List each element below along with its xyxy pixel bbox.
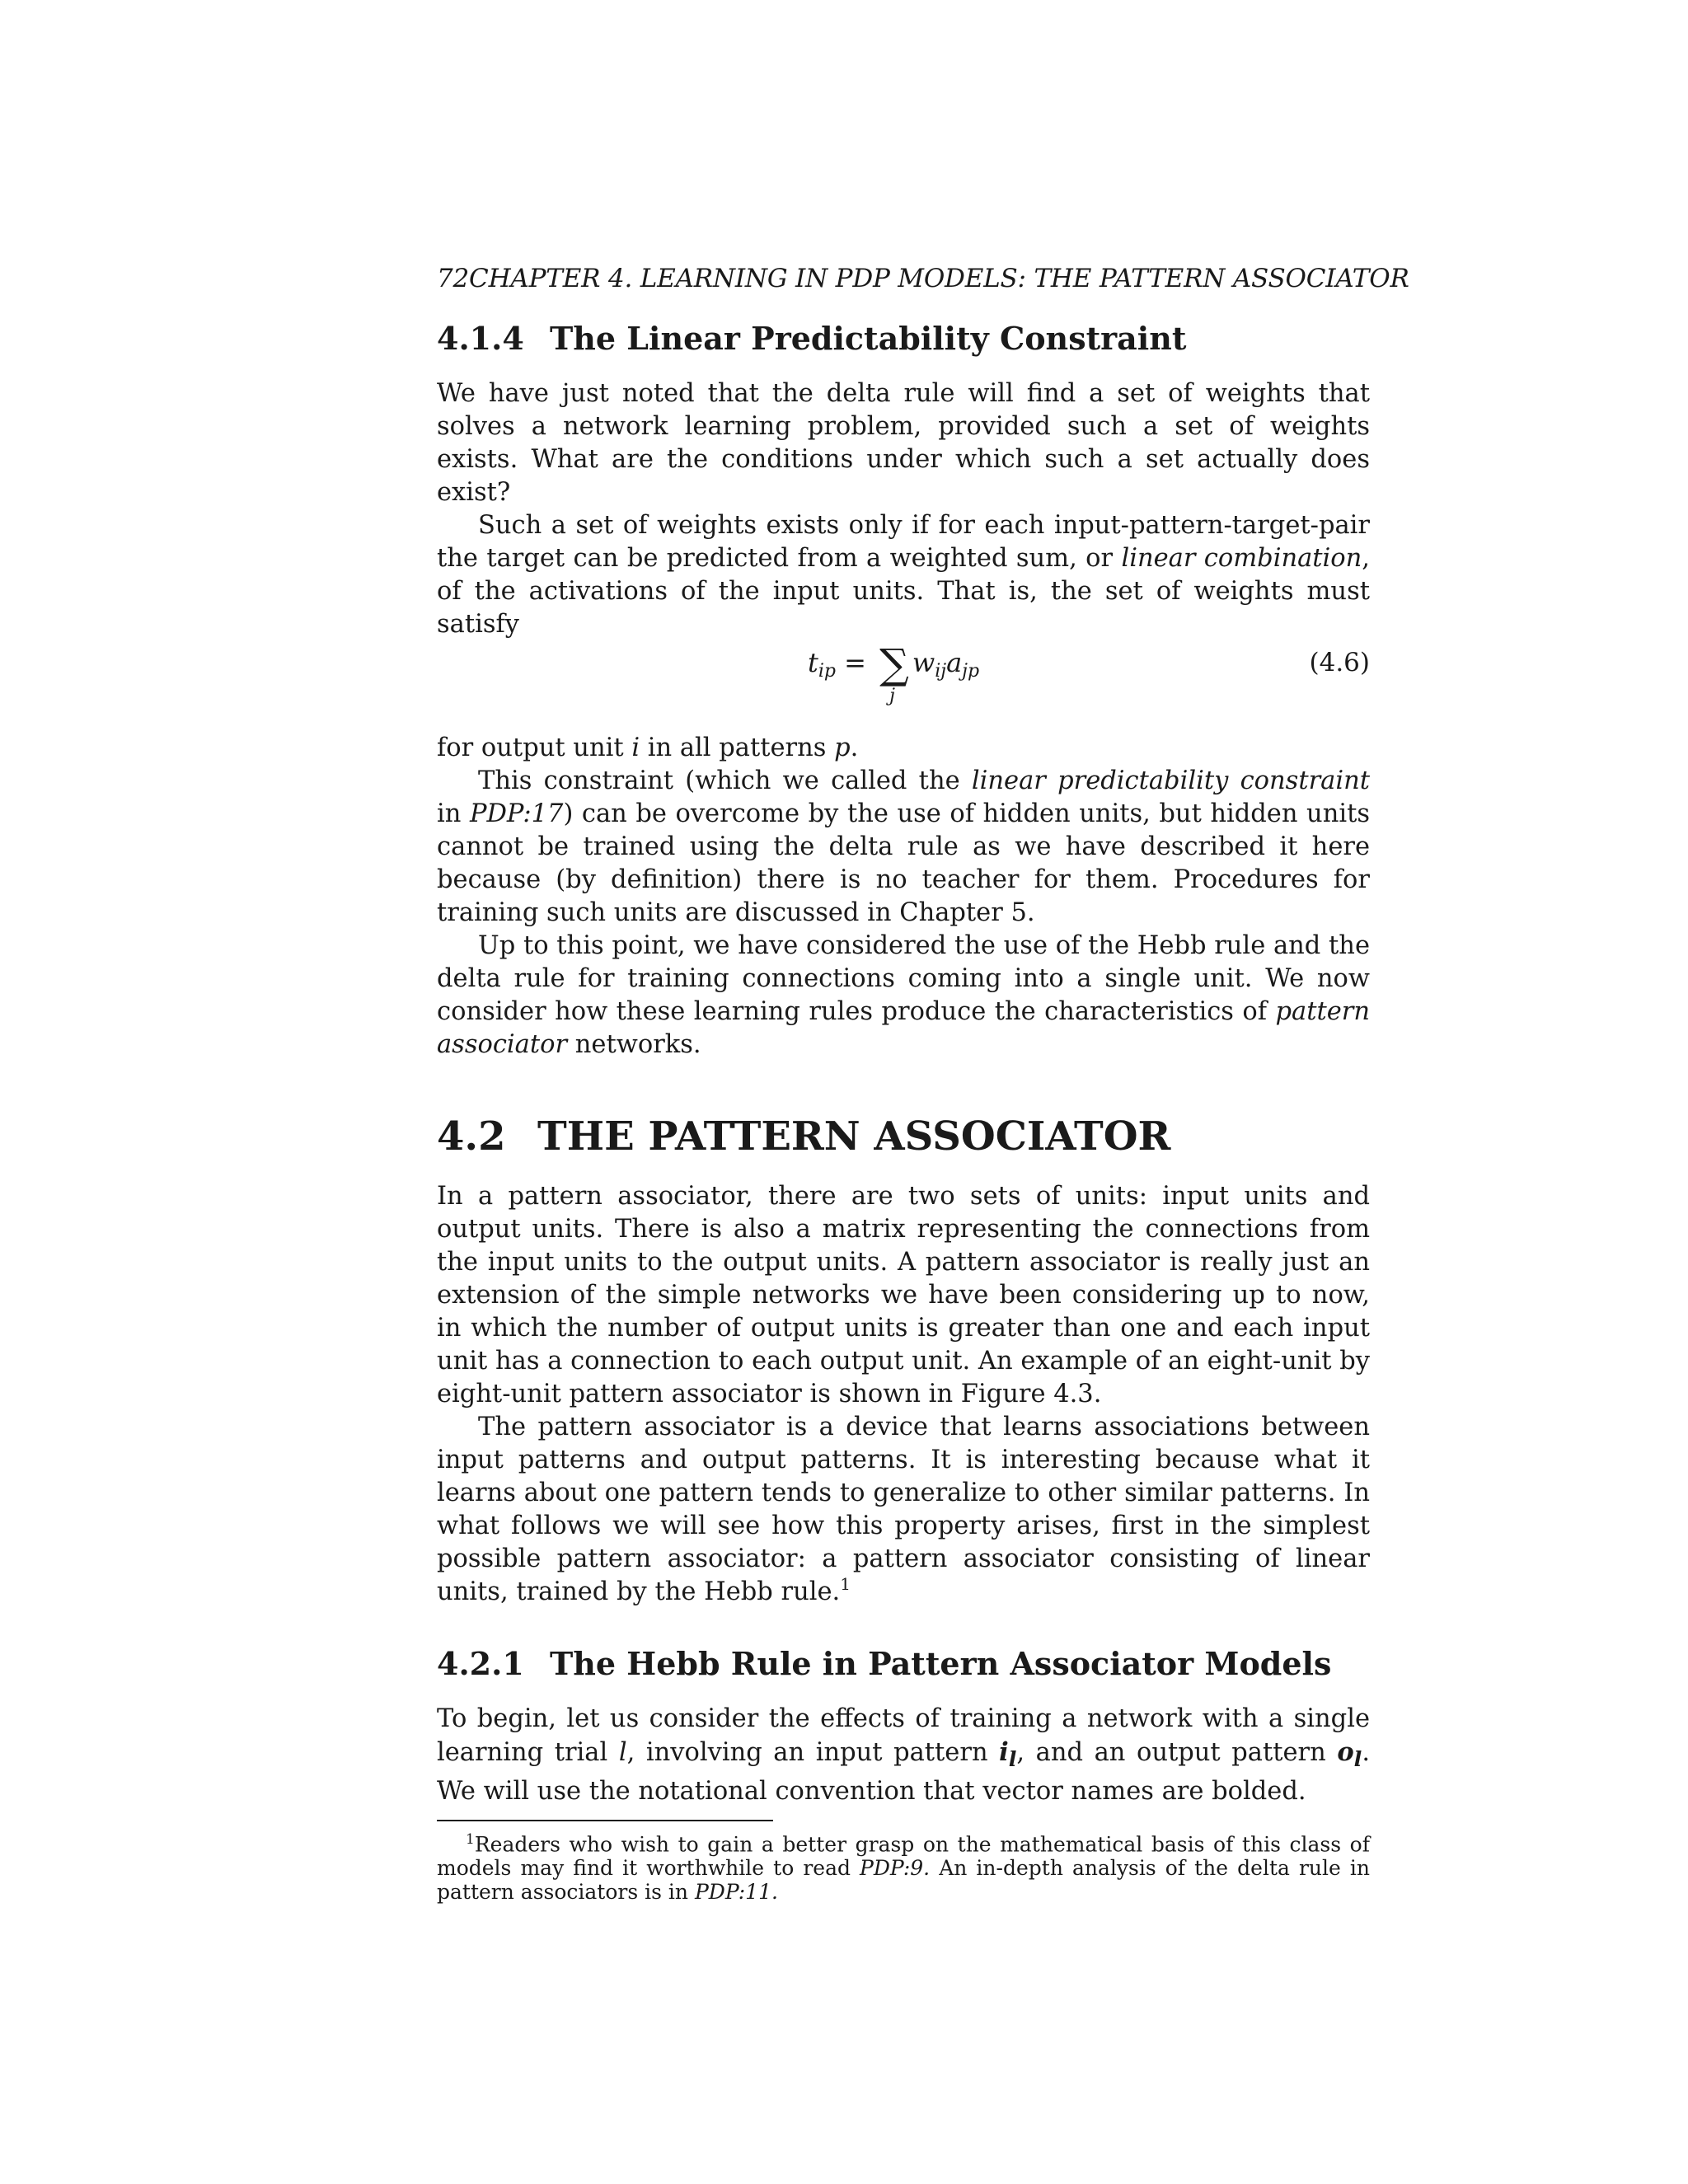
subsection-title: The Hebb Rule in Pattern Associator Models [550, 1645, 1332, 1682]
term-linear-predictability-constraint: linear predictability constraint [971, 766, 1370, 795]
subsection-heading-4-2-1 [437, 1645, 1370, 1683]
section-heading-4-2 [437, 1113, 1370, 1160]
term-linear-combination: linear combination [1121, 544, 1362, 573]
paragraph-8: To begin, let us consider the effects of training a network with a single learning trial l, involving an input pattern $i_l$, and an output pattern $o_l$. We will use the notational convention that vector names are bolded. [437, 1704, 1371, 1807]
paragraph-6: In a pattern associator, there are two sets of units: input units and output units. There is also a matrix representing the connections from the input units to the output units. A pattern associator is really just an extension of the simple networks we have been considering up to now, in which the number of output units is greater than one and each input unit has a connection to each output unit. An example of an eight-unit by eight-unit pattern associator is shown in Figure 4.3. [437, 1182, 1370, 1408]
vector-i-l: $i_l$ [999, 1737, 1017, 1772]
equation-body: $t_{ip}$ = ∑ j $w_{ij}a_{jp}$ [808, 640, 980, 706]
paragraph-5: Up to this point, we have considered the use of the Hebb rule and the delta rule for training connections coming into a single unit. We now consider how these learning rules produce the characteristics of pattern associator networks. [437, 931, 1370, 1059]
equation-4-6 [437, 641, 1370, 732]
summation-symbol: ∑ j [879, 640, 909, 706]
reference-pdp11: PDP:11. [694, 1880, 778, 1905]
section-title: THE PATTERN ASSOCIATOR [537, 1113, 1171, 1160]
equation-number: (4.6) [1309, 648, 1370, 677]
paragraph-1: We have just noted that the delta rule will find a set of weights that solves a network learning problem, provided such a set of weights exists. What are the conditions under which such a set actually does exist? [437, 379, 1370, 507]
term-pattern-associator: pattern associator [437, 997, 1370, 1059]
page [437, 262, 1409, 1905]
page-number: 72 [437, 264, 470, 293]
paragraph-2: Such a set of weights exists only if for each input-pattern-target-pair the target can be predicted from a weighted sum, or linear combination, of the activations of the input units. That is, the set of weights must satisfy [437, 511, 1370, 639]
subsection-number: 4.1.4 [437, 320, 524, 357]
footnote-rule [437, 1820, 773, 1821]
footnote-1: $^1$Readers who wish to gain a better grasp on the mathematical basis of this class of models may find it worthwhile to read PDP:9. An in-depth analysis of the delta rule in pattern associators is in PDP:11. [437, 1831, 1370, 1905]
footnote-marker: 1 [840, 1574, 851, 1594]
subsection-number: 4.2.1 [437, 1645, 524, 1682]
subsection-heading-4-1-4 [437, 320, 1370, 358]
subsection-title: The Linear Predictability Constraint [550, 320, 1187, 357]
paragraph-7: The pattern associator is a device that learns associations between input patterns and output patterns. It is interesting because what it learns about one pattern tends to generalize to other similar patterns. In what follows we will see how this property arises, first in the simplest possible pattern associator: a pattern associator consisting of linear units, trained by the Hebb rule.$^1$ [437, 1413, 1370, 1606]
reference-pdp9: PDP:9. [860, 1856, 931, 1881]
section-number: 4.2 [437, 1113, 506, 1160]
reference-pdp17: PDP:17 [469, 799, 564, 828]
chapter-title: CHAPTER 4. LEARNING IN PDP MODELS: THE PATTERN ASSOCIATOR [469, 264, 1409, 293]
paragraph-3: for output unit i in all patterns p. [437, 733, 859, 762]
running-head [437, 262, 1409, 295]
vector-o-l: $o_l$ [1337, 1737, 1362, 1772]
paragraph-4: This constraint (which we called the linear predictability constraint in PDP:17) can be overcome by the use of hidden units, but hidden units cannot be trained using the delta rule as we have described it here because (by definition) there is no teacher for them. Procedures for training such units are discussed in Chapter 5. [437, 766, 1370, 927]
